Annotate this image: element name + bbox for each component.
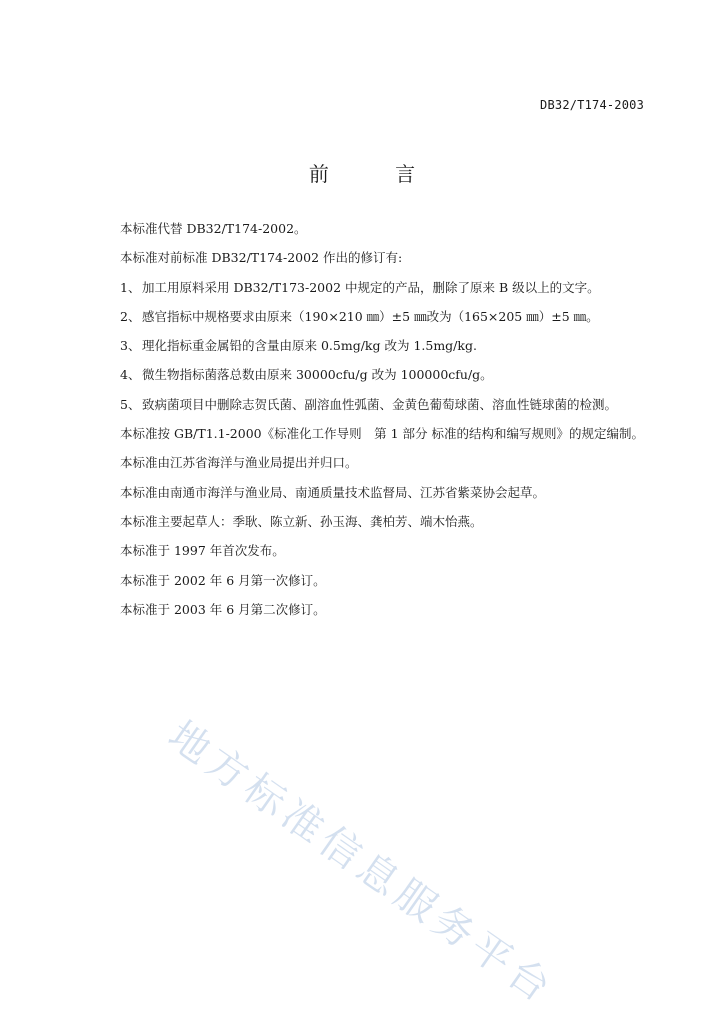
item-number: 5、 bbox=[120, 396, 141, 412]
list-item bbox=[120, 302, 660, 331]
list-item bbox=[120, 360, 660, 389]
list-item bbox=[120, 390, 660, 419]
item-number: 4、 bbox=[120, 367, 141, 383]
paragraph-proposer: 本标准由江苏省海洋与渔业局提出并归口。 bbox=[120, 455, 358, 471]
paragraph-first-release: 本标准于 1997 年首次发布。 bbox=[120, 543, 285, 559]
page-title: 前 言 bbox=[308, 162, 446, 186]
paragraph-replaces: 本标准代替 DB32/T174-2002。 bbox=[120, 221, 307, 236]
list-item bbox=[120, 331, 660, 360]
paragraph-drafting-units: 本标准由南通市海洋与渔业局、南通质量技术监督局、江苏省紫菜协会起草。 bbox=[120, 484, 546, 500]
item-text: 理化指标重金属铅的含量由原来 0.5mg/kg 改为 1.5mg/kg. bbox=[142, 338, 477, 354]
document-body bbox=[120, 214, 660, 624]
item-text: 微生物指标菌落总数由原来 30000cfu/g 改为 100000cfu/g。 bbox=[142, 367, 493, 383]
item-number: 3、 bbox=[120, 338, 141, 354]
item-number: 2、 bbox=[120, 308, 141, 324]
paragraph-first-revision: 本标准于 2002 年 6 月第一次修订。 bbox=[120, 572, 326, 588]
paragraph-second-revision: 本标准于 2003 年 6 月第二次修订。 bbox=[120, 601, 326, 617]
item-text: 感官指标中规格要求由原来（190×210 ㎜）±5 ㎜改为（165×205 ㎜）±5 ㎜。 bbox=[142, 308, 599, 324]
watermark: 地方标准信息服务平台 bbox=[159, 712, 563, 1015]
item-number: 1、 bbox=[120, 279, 141, 295]
list-item bbox=[120, 273, 660, 302]
document-code: DB32/T174-2003 bbox=[540, 98, 644, 112]
paragraph-drafting-rule: 本标准按 GB/T1.1-2000《标准化工作导则 第 1 部分 标准的结构和编写规则》的规定编制。 bbox=[120, 426, 644, 442]
item-text: 致病菌项目中删除志贺氏菌、副溶血性弧菌、金黄色葡萄球菌、溶血性链球菌的检测。 bbox=[142, 396, 618, 412]
paragraph-drafters: 本标准主要起草人：季耿、陈立新、孙玉海、龚柏芳、端木怡燕。 bbox=[120, 513, 483, 529]
item-text: 加工用原料采用 DB32/T173-2002 中规定的产品，删除了原来 B 级以上的文字。 bbox=[142, 279, 600, 295]
paragraph-revisions-intro: 本标准对前标准 DB32/T174-2002 作出的修订有: bbox=[120, 250, 403, 266]
